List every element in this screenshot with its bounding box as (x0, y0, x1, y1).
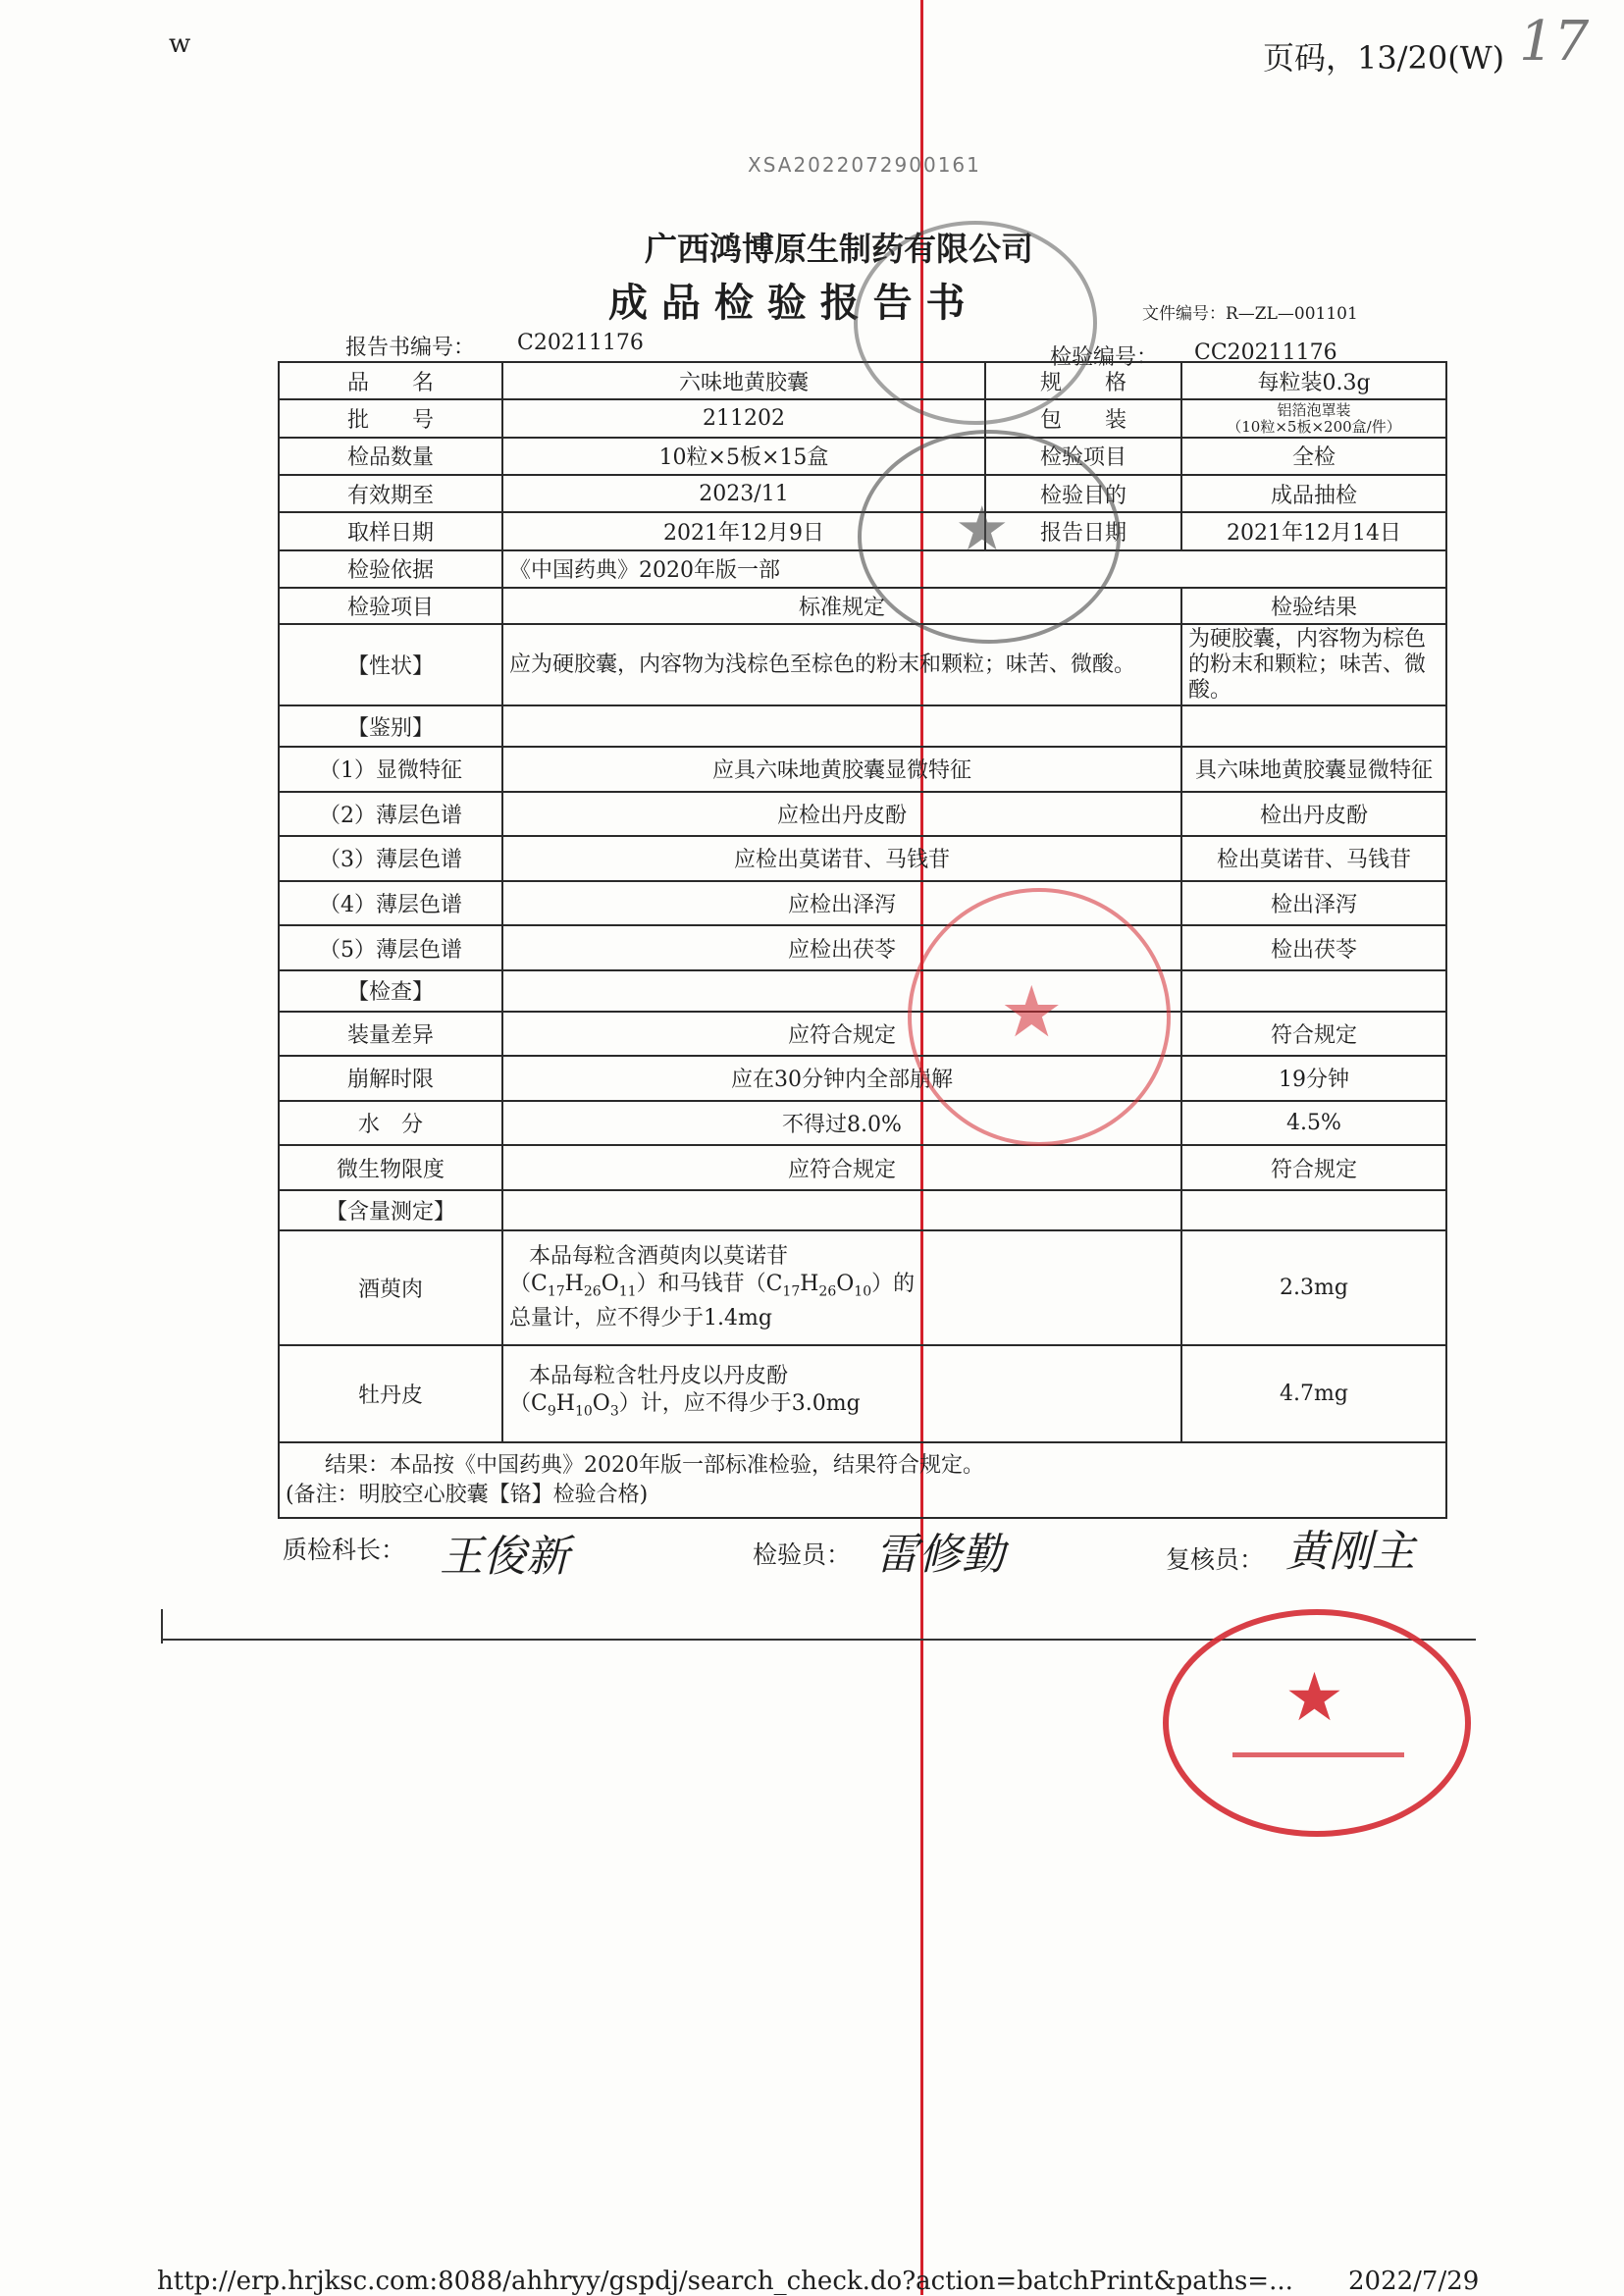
assay-1-result: 2.3mg (1181, 1230, 1446, 1344)
row-check-2 (279, 1056, 1446, 1101)
header-result: 检验结果 (1181, 588, 1446, 624)
serial-code: XSA2022072900161 (748, 153, 981, 177)
red-quality-seal-bottom: ★ (1163, 1609, 1471, 1837)
ident-3-standard: 应检出莫诺苷、马钱苷 (502, 836, 1181, 881)
chief-label: 质检科长： (283, 1536, 406, 1564)
assay-1-line-1: 本品每粒含酒萸肉以莫诺苷 (529, 1243, 789, 1269)
row-ident-3 (279, 836, 1446, 881)
check-2-result: 19分钟 (1181, 1056, 1446, 1101)
assay-2-line-1: 本品每粒含牡丹皮以丹皮酚 (529, 1363, 789, 1388)
traits-result: 为硬胶囊，内容物为棕色的粉末和颗粒；味苦、微酸。 (1181, 624, 1446, 705)
ident-label: 【鉴别】 (279, 705, 502, 746)
inspection-number: CC20211176 (1194, 340, 1337, 365)
scan-edge-tick (161, 1609, 163, 1644)
pack-line-1: 铝箔泡罩装 (1277, 400, 1351, 419)
row-name (279, 362, 1446, 399)
red-hospital-seal-middle: ★ (908, 888, 1171, 1146)
ident-1-standard: 应具六味地黄胶囊显微特征 (502, 747, 1181, 792)
value-item: 全检 (1181, 438, 1446, 475)
inspection-number-label: 检验编号： (1050, 345, 1159, 370)
ident-2-label: （2）薄层色谱 (279, 792, 502, 837)
ident-3-result: 检出莫诺苷、马钱苷 (1181, 836, 1446, 881)
handwritten-page-number: 17 (1519, 10, 1590, 74)
assay-2-label: 牡丹皮 (279, 1345, 502, 1443)
label-spec: 规 格 (985, 362, 1181, 399)
value-expiry: 2023/11 (502, 475, 985, 512)
inspector-signature: 雷修勤 (875, 1530, 1005, 1580)
check-2-label: 崩解时限 (279, 1056, 502, 1101)
file-number: 文件编号：R—ZL—001101 (1142, 304, 1358, 324)
value-report-date: 2021年12月14日 (1181, 512, 1446, 549)
check-4-standard: 应符合规定 (502, 1145, 1181, 1190)
check-3-standard: 不得过8.0% (502, 1101, 1181, 1146)
label-basis: 检验依据 (279, 550, 502, 588)
ident-5-label: （5）薄层色谱 (279, 925, 502, 970)
row-ident-1 (279, 747, 1446, 792)
check-1-standard: 应符合规定 (502, 1012, 1181, 1057)
row-ident-5 (279, 925, 1446, 970)
value-name: 六味地黄胶囊 (502, 362, 985, 399)
row-conclusion (279, 1442, 1446, 1518)
row-check-3 (279, 1101, 1446, 1146)
ident-4-result: 检出泽泻 (1181, 881, 1446, 926)
check-4-result: 符合规定 (1181, 1145, 1446, 1190)
company-name: 广西鸿博原生制药有限公司 (645, 230, 1033, 268)
row-check-4 (279, 1145, 1446, 1190)
ident-2-standard: 应检出丹皮酚 (502, 792, 1181, 837)
ident-5-result: 检出茯苓 (1181, 925, 1446, 970)
footer-url: http://erp.hrjksc.com:8088/ahhryy/gspdj/search_check.do?action=batchPrint&paths=... (157, 2267, 1293, 2296)
assay-2-line-2-text: 计，应不得少于3.0mg (640, 1390, 861, 1416)
row-traits (279, 624, 1446, 705)
check-1-label: 装量差异 (279, 1012, 502, 1057)
assay-label: 【含量测定】 (279, 1190, 502, 1230)
label-name: 品 名 (279, 362, 502, 399)
row-assay-heading (279, 1190, 1446, 1230)
label-qty: 检品数量 (279, 438, 502, 475)
row-qty (279, 438, 1446, 475)
row-ident-2 (279, 792, 1446, 837)
ident-4-label: （4）薄层色谱 (279, 881, 502, 926)
value-basis: 《中国药典》2020年版一部 (502, 550, 1446, 588)
row-ident-4 (279, 881, 1446, 926)
row-batch (279, 399, 1446, 437)
assay-1-line-3: 总量计，应不得少于1.4mg (509, 1306, 772, 1331)
label-purpose: 检验目的 (985, 475, 1181, 512)
label-pack: 包 装 (985, 399, 1181, 437)
check-4-label: 微生物限度 (279, 1145, 502, 1190)
assay-1-standard (502, 1230, 1181, 1344)
assay-1-line-2: $(C_{17}H_{26}O_{11})$和马钱苷$(C_{17}H_{26}O_{10})$的 (509, 1271, 916, 1300)
value-batch: 211202 (502, 399, 985, 437)
ident-3-label: （3）薄层色谱 (279, 836, 502, 881)
row-check-heading (279, 970, 1446, 1011)
value-pack (1181, 399, 1446, 437)
grey-company-seal-top (854, 221, 1097, 425)
label-batch: 批 号 (279, 399, 502, 437)
pack-line-2: （10粒×5板×200盒/件） (1227, 417, 1401, 436)
conclusion-cell (279, 1442, 1446, 1518)
row-ident-heading (279, 705, 1446, 746)
report-number: C20211176 (517, 331, 644, 355)
check-2-standard: 应在30分钟内全部崩解 (502, 1056, 1181, 1101)
conclusion-line-1: 结果：本品按《中国药典》2020年版一部标准检验，结果符合规定。 (325, 1452, 984, 1478)
assay-1-label: 酒萸肉 (279, 1230, 502, 1344)
ident-2-result: 检出丹皮酚 (1181, 792, 1446, 837)
label-sample-date: 取样日期 (279, 512, 502, 549)
corner-mark: w (169, 29, 191, 59)
traits-label: 【性状】 (279, 624, 502, 705)
ident-1-result: 具六味地黄胶囊显微特征 (1181, 747, 1446, 792)
row-assay-1 (279, 1230, 1446, 1344)
check-label: 【检查】 (279, 970, 502, 1011)
conclusion-line-2: (备注：明胶空心胶囊【铬】检验合格) (286, 1482, 649, 1507)
value-qty: 10粒×5板×15盒 (502, 438, 985, 475)
value-purpose: 成品抽检 (1181, 475, 1446, 512)
check-3-result: 4.5% (1181, 1101, 1446, 1146)
inspector-label: 检验员： (753, 1540, 852, 1569)
reviewer-label: 复核员： (1166, 1545, 1265, 1574)
check-1-result: 符合规定 (1181, 1012, 1446, 1057)
row-check-1 (279, 1012, 1446, 1057)
value-sample-date: 2021年12月9日 (502, 512, 985, 549)
label-report-date: 报告日期 (985, 512, 1181, 549)
document-title: 成 品 检 验 报 告 书 (608, 280, 966, 326)
assay-2-result: 4.7mg (1181, 1345, 1446, 1443)
row-column-headers (279, 588, 1446, 624)
label-item: 检验项目 (985, 438, 1181, 475)
report-number-label: 报告书编号： (345, 336, 476, 360)
ident-5-standard: 应检出茯苓 (502, 925, 1181, 970)
row-assay-2 (279, 1345, 1446, 1443)
footer-date: 2022/7/29 (1348, 2267, 1480, 2296)
traits-standard: 应为硬胶囊，内容物为浅棕色至棕色的粉末和颗粒；味苦、微酸。 (502, 624, 1181, 705)
assay-2-standard (502, 1345, 1181, 1443)
ident-4-standard: 应检出泽泻 (502, 881, 1181, 926)
grey-company-seal-middle: ★ (858, 430, 1121, 644)
chief-signature: 王俊新 (440, 1532, 569, 1582)
assay-2-line-2: $(C_9H_{10}O_3)$计，应不得少于3.0mg (509, 1390, 861, 1420)
reviewer-signature: 黄刚主 (1285, 1527, 1415, 1577)
page-counter: 页码，13/20(W) (1263, 39, 1505, 77)
header-item: 检验项目 (279, 588, 502, 624)
label-expiry: 有效期至 (279, 475, 502, 512)
value-spec: 每粒装0.3g (1181, 362, 1446, 399)
ident-1-label: （1）显微特征 (279, 747, 502, 792)
header-standard: 标准规定 (502, 588, 1181, 624)
check-3-label: 水 分 (279, 1101, 502, 1146)
